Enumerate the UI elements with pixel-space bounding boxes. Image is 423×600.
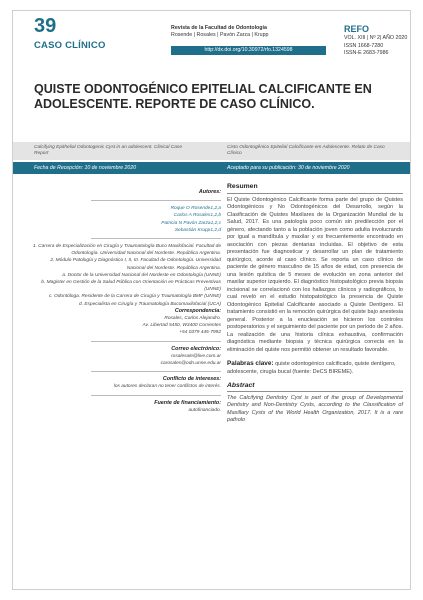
funding-text: autofinanciado. <box>188 407 221 413</box>
english-title: Calcifying Epithelial Odontogenic Cyst in an adolescent. Clinical Case Report <box>34 145 182 156</box>
correspondence-heading: Correspondencia: <box>174 307 221 314</box>
divider <box>91 395 221 396</box>
journal-header <box>13 11 411 63</box>
conflict-text: los autores declaran no tener conflictos de interés. <box>113 384 221 390</box>
email-link[interactable]: rosalesale@live.com.ar <box>171 353 221 359</box>
abstract-heading: Abstract <box>227 382 255 389</box>
correspondence-line: Av. Libertad 5450, W3400 Corrientes <box>142 323 221 329</box>
affiliation: a. Doctor de la Universidad Nacional del Nordeste en Odontología (UNNE) <box>62 272 221 278</box>
alt-titles-bar <box>13 142 411 160</box>
abstract-text: The Calcifying Dentistry Cyst is part of the group of Developmental Dentistry and Non-Dentistry Cysts, according to the Classification of Maxillary Cysts of the World Health Organization, 2017. It is a rare patholo <box>227 394 403 423</box>
correspondence-line: +54 0379 445-7992 <box>179 330 221 336</box>
author-name: Sebastián Krupp1,2,d <box>174 227 221 233</box>
keywords <box>227 360 403 376</box>
affiliation: 2. Módulo Patología y Diagnóstico I, II, III. Facultad de Odontología. Universidad Nacional del Nordeste. República Argentina. <box>50 258 221 271</box>
divider <box>91 341 221 342</box>
divider <box>91 200 221 201</box>
journal-abbreviation: REFO <box>344 24 370 34</box>
resumen-heading: Resumen <box>227 183 258 190</box>
affiliation: c. Odontóloga. Residente de la Carrera de Cirugía y Traumatología BMF (UNNE) <box>48 294 221 300</box>
keywords-text: quiste odontogénico calcificado, quiste dentígero, adolescente, cirugía bucal (fuente: DeCS BIREME). <box>227 361 396 375</box>
section-label: CASO CLÍNICO <box>34 40 106 51</box>
author-name: Roque O Rosende1,2,a <box>170 206 221 212</box>
authors-heading: Autores: <box>198 189 221 195</box>
article-title: QUISTE ODONTOGÉNICO EPITELIAL CALCIFICANTE EN ADOLESCENTE. REPORTE DE CASO CLÍNICO. <box>34 82 372 111</box>
accepted-date: Aceptado para su publicación: 30 de noviembre 2020 <box>227 165 350 171</box>
issn: ISSN 1668-7280 <box>344 42 384 49</box>
volume-info: VOL. XIII | Nº 2| AÑO 2020 <box>344 35 408 41</box>
doi-link[interactable]: http://dx.doi.org/10.30972/rfo.1324598 <box>171 46 326 55</box>
dates-bar <box>13 162 411 174</box>
issn-e: ISSN-E 2683-7986 <box>344 50 389 57</box>
issue-number: 39 <box>34 15 57 37</box>
resumen-text: El Quiste Odontogénico Calcificante forma parte del grupo de Quistes Odontogénicos y No Odontogénicos del Desarrollo, según la Clasificación de Quistes Maxilares de la Organización Mundial de la Salud, 2017. Es una patología poco común sin predilección por el género, afectando tanto a la población joven como adulta involucrando por igual a mandíbula y maxilar y es frecuentemente encontrado en asociación con piezas dentarias incluidas. El objetivo de esta presentación fue diagnosticar y desarrollar un plan de tratamiento quirúrgico, acorde al caso clínico. Se reporta un caso clínico de paciente de género masculino de 15 años de edad, con presencia de una lesión quística de 5 meses de evolución en zona anterior del maxilar superior izquierdo. El diagnóstico histopatológico previa biopsia incisional se correlacionó con los hallazgos clínicos y radiográficos, lo cual reveló en el estudio histopatológico la presencia de Quiste Odontogénico Epitelial Calcificante asociado a Quiste Dentígero. El tratamiento consistió en la remoción quirúrgica del quiste bajo anestesia general. Posterior a la enucleación se hicieron los controles postoperatorios y el seguimiento del paciente por un periodo de 2 años. La realización de una historia clínica exhaustiva, confirmación diagnóstica mediante biopsia y técnica quirúrgica correcta en la eliminación del quiste nos permitió obtener un resultado favorable. <box>227 196 403 353</box>
divider <box>91 371 221 372</box>
author-name: Patricia N Pavón Zarza1,2,c <box>161 220 221 226</box>
funding-heading: Fuente de financiamiento: <box>154 399 221 406</box>
journal-title: Revista de la Facultad de Odontología <box>171 25 267 31</box>
correspondence-line: Rosales, Carlos Alejandro. <box>164 316 221 322</box>
divider <box>91 238 221 239</box>
conflict-heading: Conflicto de intereses: <box>162 376 221 383</box>
affiliation: d. Especialista en Cirugía y Traumatología Bucomaxilofacial (UCA) <box>78 301 221 307</box>
author-name: Carlos A Rosales1,2,b <box>173 213 221 219</box>
affiliation: 1. Carrera de Especialización en Cirugía y Traumatología Buco Maxilofacial. Facultad de Odontología. Universidad Nacional del Nordeste. República Argentina. <box>32 244 221 257</box>
divider <box>227 391 403 392</box>
keywords-label: Palabras clave: <box>227 360 274 367</box>
email-heading: Correo electrónico: <box>171 345 221 352</box>
journal-meta <box>344 35 407 58</box>
portuguese-title: Cisto Odontogênico Epitelial Calcificante em Adolescente. Relato de Caso Clínico <box>227 145 385 156</box>
abstract-column <box>227 183 403 425</box>
email-link[interactable]: carosales@odn.unne.edu.ar <box>160 361 221 367</box>
affiliation: b. Magister en Gestión de la Salud Pública con Orientación en Prácticas Preventivas (UNNE) <box>41 280 221 293</box>
article-page <box>12 10 411 590</box>
journal-info <box>171 25 331 39</box>
authors-column <box>31 189 221 414</box>
divider <box>227 193 403 194</box>
received-date: Fecha de Recepción: 10 de noviembre 2020 <box>34 165 137 171</box>
authors-short: Rosende | Rosales | Pavón Zarza | Krupp <box>171 32 269 38</box>
